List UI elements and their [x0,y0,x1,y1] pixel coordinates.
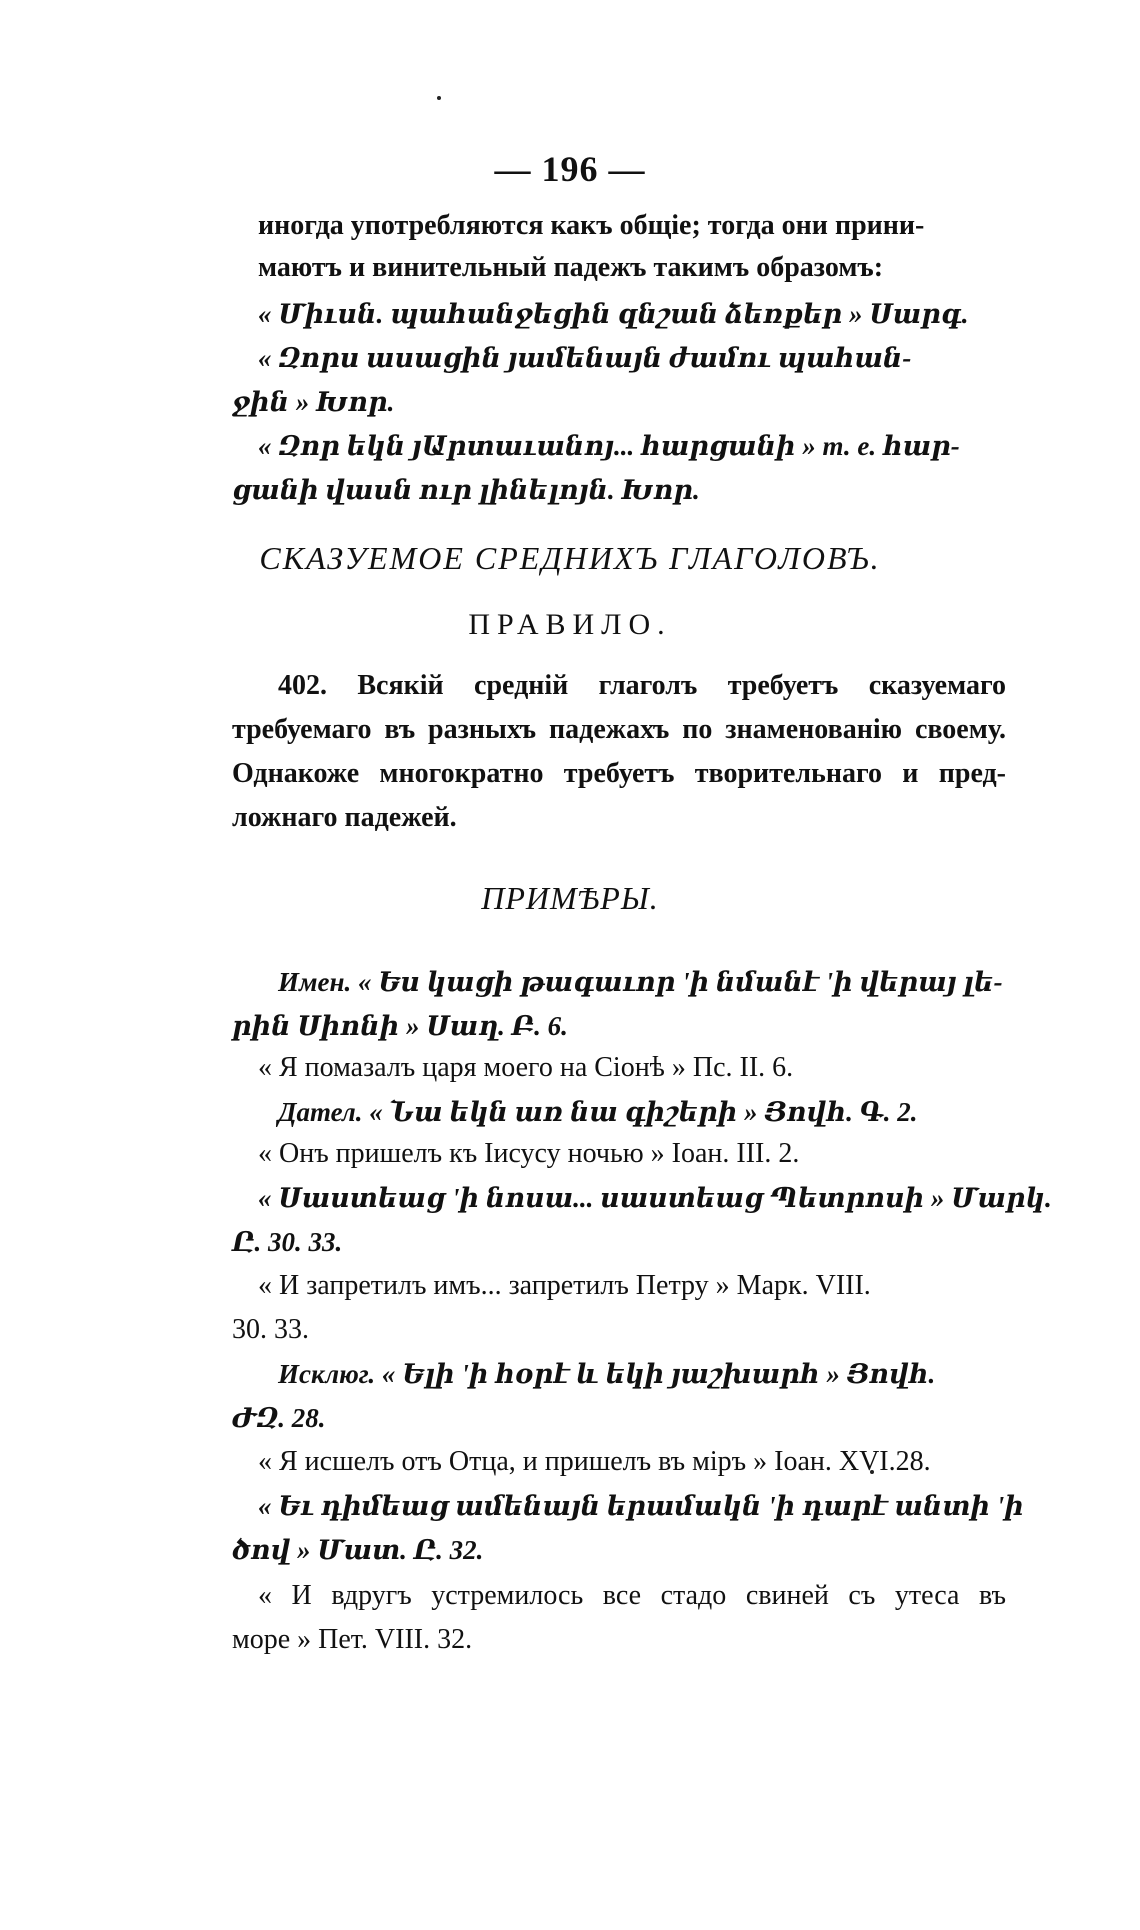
datel-russian: « Онъ пришелъ къ Іисусу ночью » Іоан. III. 2. [258,1138,800,1169]
armenian-example-2-line-2: ջին » Խոր. [232,387,395,417]
intro-line-1: иногда употребляются какъ общіе; тогда они прини- [258,210,925,241]
dim-armenian-line-1: « Եւ դիմեաց ամենայն երամակն 'ի դարէ անտի 'ի [258,1491,1024,1521]
rule-line-1: 402. Всякій средній глаголъ требуетъ сказуемаго [278,670,1006,701]
sast-russian-line-1: « И запретилъ имъ... запретилъ Петру » Марк. VIII. [258,1270,871,1301]
imen-armenian-line-1: Имен. « Ես կացի թագաւոր 'ի նմանէ 'ի վերայ լե- [278,967,1003,997]
intro-line-2: маютъ и винительный падежъ такимъ образомъ: [258,252,884,283]
imen-armenian-line-2: րին Սիոնի » Սաղ. Բ. 6. [232,1011,568,1041]
iskl-russian: « Я исшелъ отъ Отца, и пришелъ въ міръ » Іоан. XVI.28. [258,1446,931,1477]
sast-armenian-line-1: « Սաստեաց 'ի նոսա... սաստեաց Պետրոսի » Մարկ. [258,1183,1052,1213]
rule-heading: ПРАВИЛО. [468,608,672,641]
examples-heading: ПРИМѢРЫ. [481,880,659,916]
rule-line-4: ложнаго падежей. [232,802,457,833]
armenian-example-1: « Միւսն. պահանջեցին զնշան ձեռքեր » Սարգ. [258,299,969,329]
iskl-armenian-line-2: ԺԶ. 28. [232,1403,326,1433]
imen-russian: « Я помазалъ царя моего на Сіонѣ » Пс. II. 6. [258,1052,794,1083]
dim-russian-line-2: море » Пет. VIII. 32. [232,1624,473,1655]
rule-line-3: Однакоже многократно требуетъ творительнаго и пред- [232,758,1006,789]
rule-line-2: требуемаго въ разныхъ падежахъ по знаменованію своему. [232,714,1006,745]
dim-russian-line-1: « И вдругъ устремилось все стадо свиней съ утеса въ [258,1580,1006,1611]
armenian-example-3-line-1: « Զոր եկն յԱրտաւանոյ... հարցանի » т. е. հար- [258,431,960,461]
sast-armenian-line-2: Ը. 30. 33. [232,1227,343,1257]
section-heading: СКАЗУЕМОЕ СРЕДНИХЪ ГЛАГОЛОВЪ. [259,540,881,576]
armenian-example-2-line-1: « Զորս ասացին յամենայն ժամու պահան- [258,343,912,373]
speck-mark [437,96,441,100]
iskl-armenian-line-1: Исклюг. « Ելի 'ի հօրէ և եկի յաշխարհ » Յովհ. [278,1359,936,1389]
page-number: — 196 — [494,149,646,189]
dim-armenian-line-2: ծով » Մատ. Ը. 32. [232,1535,484,1565]
datel-armenian: Дател. « Նա եկն առ նա գիշերի » Յովհ. Գ. 2. [278,1097,918,1127]
sast-russian-line-2: 30. 33. [232,1314,309,1345]
armenian-example-3-line-2: ցանի վասն ուր լինելոյն. Խոր. [232,475,700,505]
